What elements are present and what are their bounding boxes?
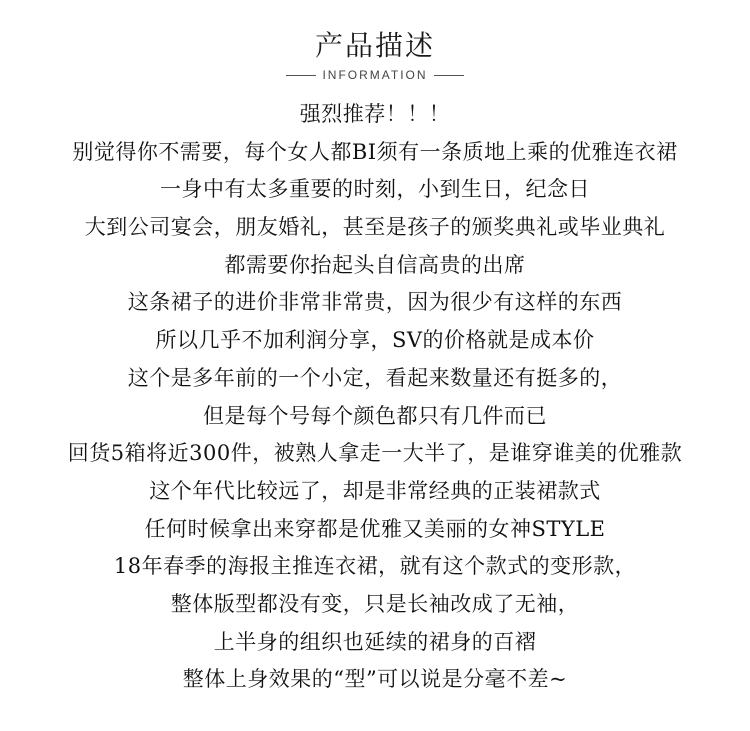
description-line: 但是每个号每个颜色都只有几件而已 [203, 403, 547, 428]
section-header [0, 28, 750, 82]
section-title: 产品描述 [314, 29, 435, 62]
description-line: 18年春季的海报主推连衣裙，就有这个款式的变形款， [113, 554, 637, 579]
right-divider [434, 75, 464, 76]
description-line: 回货5箱将近300件，被熟人拿走一大半了，是谁穿谁美的优雅款 [67, 441, 683, 466]
description-line: 别觉得你不需要，每个女人都BI须有一条质地上乘的优雅连衣裙 [72, 139, 678, 164]
description-body [0, 96, 750, 699]
subtitle-row [0, 68, 750, 82]
description-line: 整体上身效果的“型”可以说是分毫不差~ [182, 667, 568, 692]
description-line: 这条裙子的进价非常非常贵，因为很少有这样的东西 [127, 290, 623, 315]
description-line: 都需要你抬起头自信高贵的出席 [224, 252, 526, 277]
description-line: 整体版型都没有变，只是长袖改成了无袖， [170, 591, 580, 616]
description-line: 所以几乎不加利润分享，SV的价格就是成本价 [155, 328, 595, 353]
section-subtitle: INFORMATION [322, 68, 428, 82]
description-line: 这个是多年前的一个小定，看起来数量还有挺多的， [127, 365, 623, 390]
description-line: 这个年代比较远了，却是非常经典的正装裙款式 [149, 478, 601, 503]
description-line: 任何时候拿出来穿都是优雅又美丽的女神STYLE [144, 516, 606, 541]
left-divider [286, 75, 316, 76]
description-line: 大到公司宴会，朋友婚礼，甚至是孩子的颁奖典礼或毕业典礼 [84, 215, 666, 240]
description-line: 上半身的组织也延续的裙身的百褶 [213, 629, 537, 654]
description-line: 一身中有太多重要的时刻，小到生日，纪念日 [160, 177, 590, 202]
description-line: 强烈推荐！！！ [299, 102, 451, 126]
